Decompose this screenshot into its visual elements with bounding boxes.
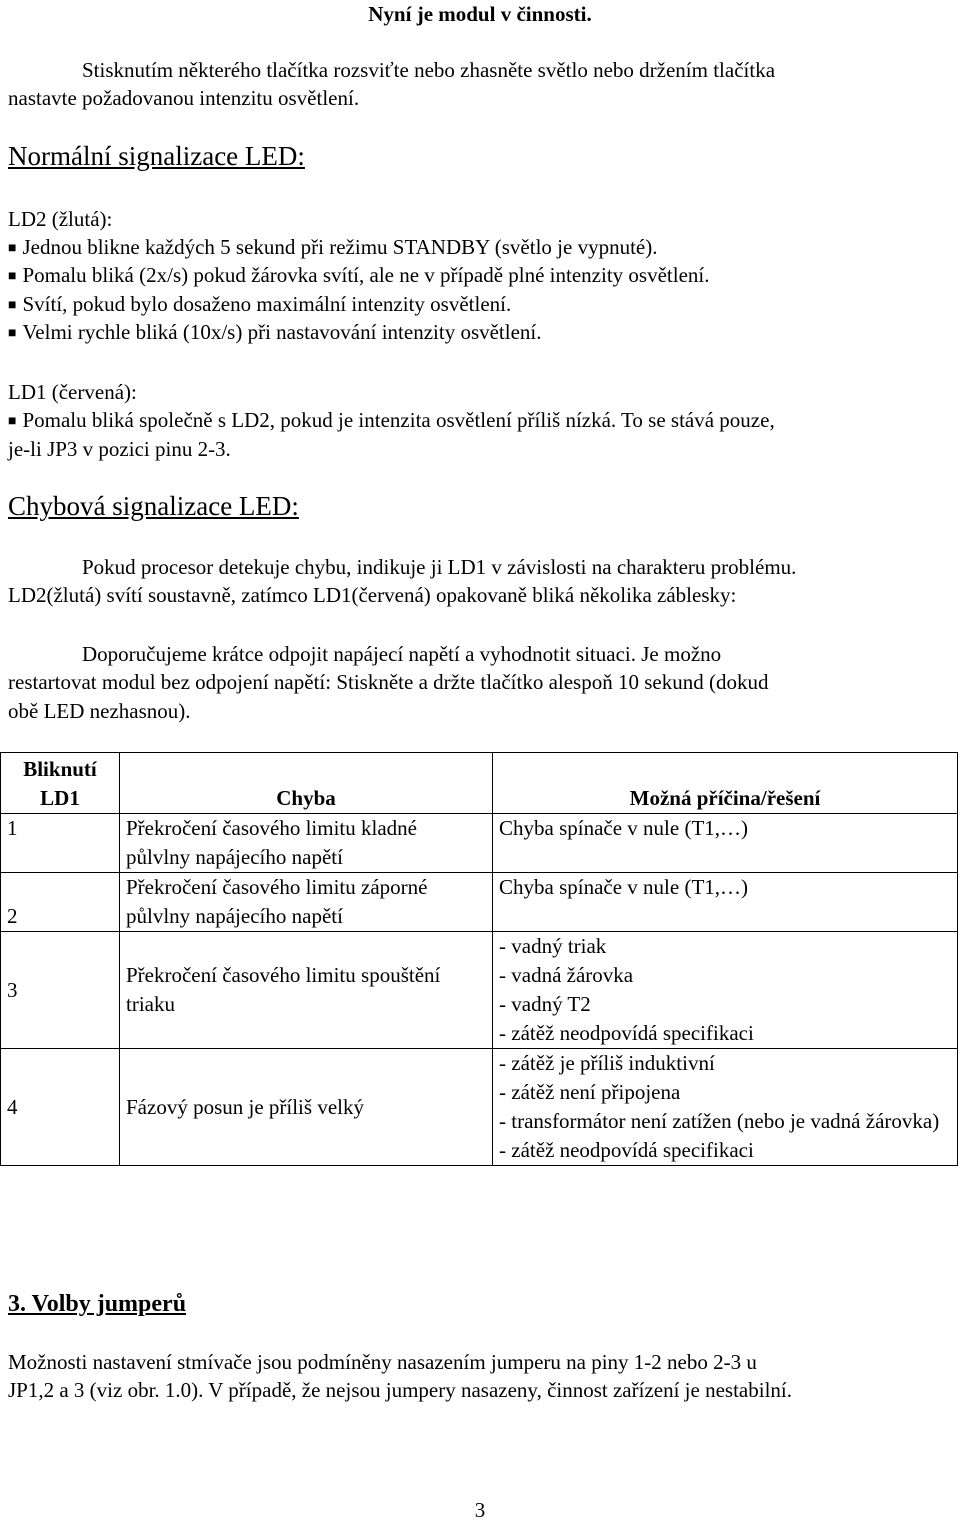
- square-bullet-icon: ■: [8, 298, 17, 313]
- jumpers-heading: 3. Volby jumperů: [8, 1291, 187, 1317]
- row-num: 3: [1, 932, 120, 1049]
- jumpers-line-1: Možnosti nastavení stmívače jsou podmíněny nasazením jumperu na piny 1-2 nebo 2-3 u: [8, 1350, 757, 1374]
- row-error: Překročení časového limitu záporné půlvlny napájecího napětí: [120, 873, 493, 932]
- square-bullet-icon: ■: [8, 414, 17, 429]
- row-cause: Chyba spínače v nule (T1,…): [493, 814, 958, 873]
- ld2-item: ■ Pomalu bliká (2x/s) pokud žárovka svítí, ale ne v případě plné intenzity osvětlení.: [8, 263, 710, 287]
- square-bullet-icon: ■: [8, 269, 17, 284]
- error-p2-line-2: restartovat modul bez odpojení napětí: Stiskněte a držte tlačítko alespoň 10 sekund (dokud: [8, 670, 769, 694]
- ld2-item: ■ Jednou blikne každých 5 sekund při režimu STANDBY (světlo je vypnuté).: [8, 235, 658, 259]
- cause-item: - vadný T2: [499, 992, 591, 1016]
- error-p1-line-1: Pokud procesor detekuje chybu, indikuje ji LD1 v závislosti na charakteru problému.: [82, 555, 797, 579]
- header-error: Chyba: [120, 753, 493, 814]
- row-num: 1: [1, 814, 120, 873]
- ld2-label: LD2 (žlutá):: [8, 207, 113, 231]
- table-row: [1, 932, 958, 1049]
- page-number: 3: [474, 1498, 486, 1522]
- table-row: [1, 1049, 958, 1166]
- square-bullet-icon: ■: [8, 326, 17, 341]
- normal-signal-heading: Normální signalizace LED:: [8, 141, 305, 171]
- header-blink-count: Bliknutí LD1: [1, 753, 120, 814]
- error-p2-line-3: obě LED nezhasnou).: [8, 699, 191, 723]
- cause-item: - zátěž neodpovídá specifikaci: [499, 1138, 754, 1162]
- row-error: Překročení časového limitu kladné půlvlny napájecího napětí: [120, 814, 493, 873]
- header-cause: Možná příčina/řešení: [493, 753, 958, 814]
- row-causes: [493, 932, 958, 1049]
- table-header-row: [1, 753, 958, 814]
- row-causes: [493, 1049, 958, 1166]
- jumpers-line-2: JP1,2 a 3 (viz obr. 1.0). V případě, že nejsou jumpery nasazeny, činnost zařízení je nestabilní.: [8, 1378, 792, 1402]
- cause-item: - vadný triak: [499, 934, 607, 958]
- ld2-item: ■ Svítí, pokud bylo dosaženo maximální intenzity osvětlení.: [8, 292, 512, 316]
- row-cause: Chyba spínače v nule (T1,…): [493, 873, 958, 932]
- cause-item: - zátěž neodpovídá specifikaci: [499, 1021, 754, 1045]
- table-row: [1, 873, 958, 932]
- ld1-item: ■ Pomalu bliká společně s LD2, pokud je intenzita osvětlení příliš nízká. To se stává pouze,: [8, 408, 775, 432]
- cause-item: - transformátor není zatížen (nebo je vadná žárovka): [499, 1109, 940, 1133]
- intro-line-2: nastavte požadovanou intenzitu osvětlení.: [8, 86, 360, 110]
- table-row: [1, 814, 958, 873]
- error-signal-heading: Chybová signalizace LED:: [8, 491, 299, 521]
- cause-item: - zátěž je příliš induktivní: [499, 1051, 715, 1075]
- intro-line-1: Stisknutím některého tlačítka rozsviťte nebo zhasněte světlo nebo držením tlačítka: [82, 58, 776, 82]
- ld1-label: LD1 (červená):: [8, 380, 137, 404]
- row-error: Překročení časového limitu spouštění triaku: [120, 932, 493, 1049]
- row-num: 4: [1, 1049, 120, 1166]
- row-error: Fázový posun je příliš velký: [120, 1049, 493, 1166]
- error-p1-line-2: LD2(žlutá) svítí soustavně, zatímco LD1(červená) opakovaně bliká několika záblesky:: [8, 583, 737, 607]
- square-bullet-icon: ■: [8, 241, 17, 256]
- cause-item: - vadná žárovka: [499, 963, 634, 987]
- error-p2-line-1: Doporučujeme krátce odpojit napájecí napětí a vyhodnotit situaci. Je možno: [82, 642, 722, 666]
- error-table: [0, 752, 958, 1166]
- page-title: Nyní je modul v činnosti.: [368, 2, 592, 26]
- cause-item: - zátěž není připojena: [499, 1080, 681, 1104]
- ld2-item: ■ Velmi rychle bliká (10x/s) při nastavování intenzity osvětlení.: [8, 320, 542, 344]
- ld1-item-cont: je-li JP3 v pozici pinu 2-3.: [8, 437, 231, 461]
- row-num: 2: [1, 873, 120, 932]
